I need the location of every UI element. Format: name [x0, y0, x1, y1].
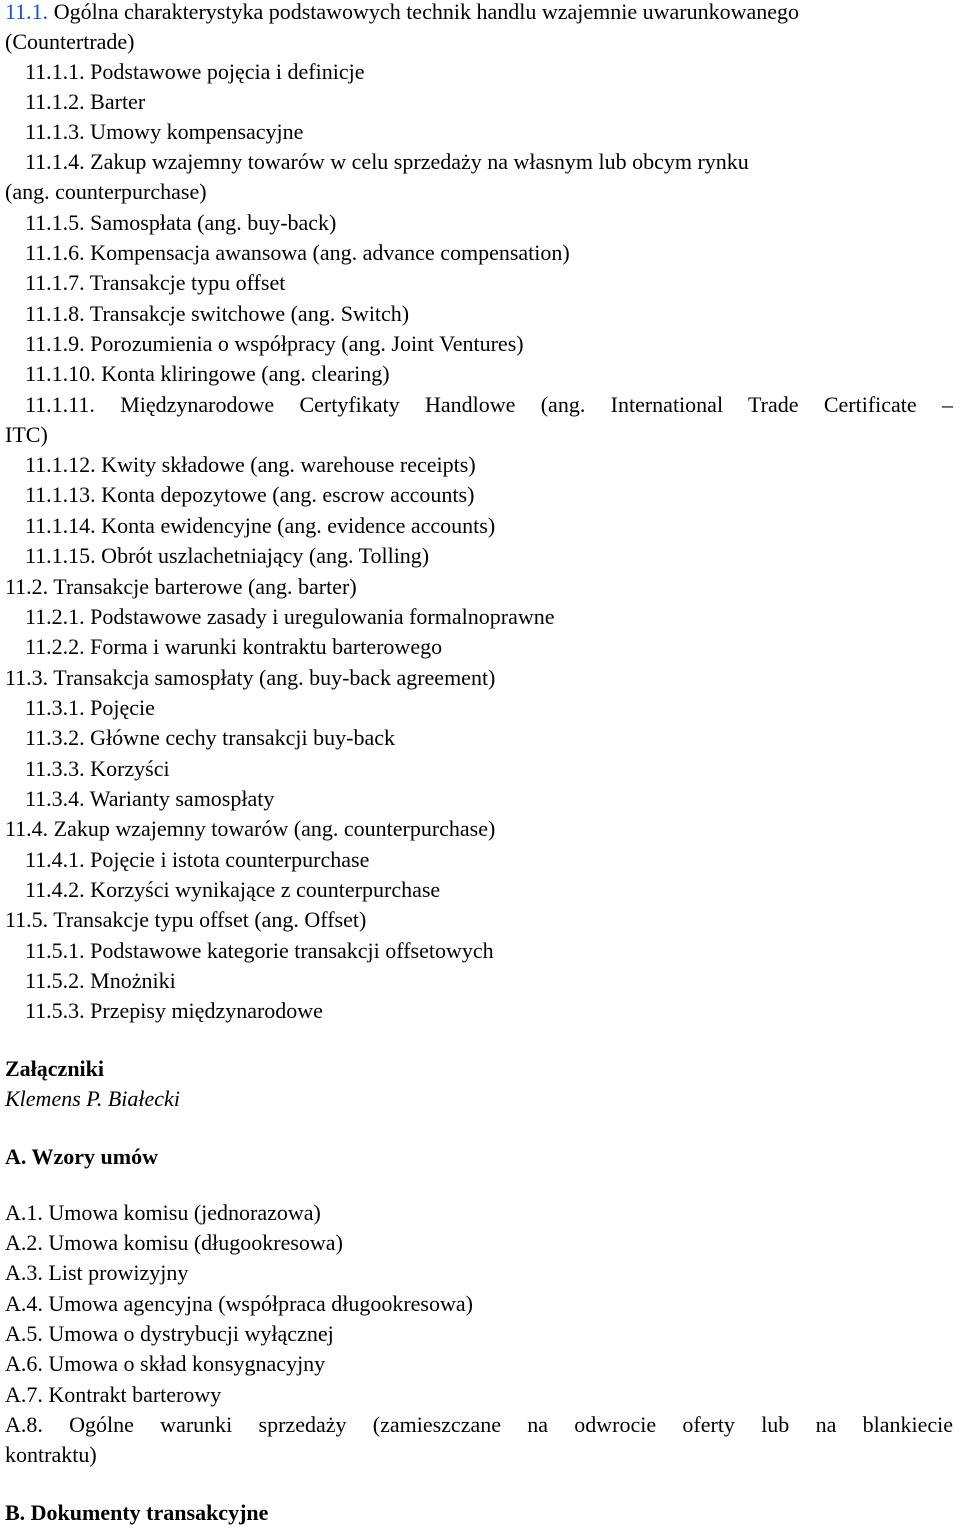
toc-section-11-2: 11.2. Transakcje barterowe (ang. barter)	[5, 574, 357, 599]
toc-item: 11.4.2. Korzyści wynikające z counterpurchase	[25, 877, 441, 902]
toc-item: 11.2.1. Podstawowe zasady i uregulowania formalnoprawne	[25, 604, 555, 629]
appendix-item: A.1. Umowa komisu (jednorazowa)	[5, 1200, 321, 1225]
toc-item: 11.1.1. Podstawowe pojęcia i definicje	[25, 59, 365, 84]
toc-section-11-4: 11.4. Zakup wzajemny towarów (ang. counterpurchase)	[5, 816, 496, 841]
appendix-item: A.3. List prowizyjny	[5, 1260, 189, 1285]
toc-item: 11.2.2. Forma i warunki kontraktu barterowego	[25, 634, 443, 659]
toc-section-11-5: 11.5. Transakcje typu offset (ang. Offset)	[5, 907, 367, 932]
toc-item: 11.3.2. Główne cechy transakcji buy-back	[25, 725, 396, 750]
toc-item-continuation: ITC)	[5, 422, 48, 447]
toc-item: 11.3.3. Korzyści	[25, 756, 170, 781]
appendix-item: A.6. Umowa o skład konsygnacyjny	[5, 1351, 326, 1376]
appendix-section-a-title: A. Wzory umów	[5, 1144, 158, 1169]
toc-item: 11.1.10. Konta kliringowe (ang. clearing)	[25, 361, 390, 386]
appendix-author: Klemens P. Białecki	[5, 1086, 180, 1111]
toc-item: 11.5.3. Przepisy międzynarodowe	[25, 998, 323, 1023]
toc-heading-11-1-number: 11.1.	[5, 0, 49, 24]
toc-item-continuation: (ang. counterpurchase)	[5, 179, 207, 204]
toc-item: 11.1.3. Umowy kompensacyjne	[25, 119, 304, 144]
appendix-item: A.5. Umowa o dystrybucji wyłącznej	[5, 1321, 334, 1346]
toc-section-11-3: 11.3. Transakcja samospłaty (ang. buy-back agreement)	[5, 665, 496, 690]
toc-item: 11.1.2. Barter	[25, 89, 146, 114]
appendix-item-continuation: kontraktu)	[5, 1442, 97, 1467]
appendix-section-b-title: B. Dokumenty transakcyjne	[5, 1500, 269, 1525]
toc-heading-11-1-title: Ogólna charakterystyka podstawowych technik handlu wzajemnie uwarunkowanego	[53, 0, 800, 24]
toc-item: 11.4.1. Pojęcie i istota counterpurchase	[25, 847, 370, 872]
toc-item: 11.1.5. Samospłata (ang. buy-back)	[25, 210, 337, 235]
toc-item: 11.1.13. Konta depozytowe (ang. escrow accounts)	[25, 482, 475, 507]
toc-item: 11.1.14. Konta ewidencyjne (ang. evidence accounts)	[25, 513, 496, 538]
appendix-title: Załączniki	[5, 1056, 105, 1081]
toc-item: 11.1.12. Kwity składowe (ang. warehouse receipts)	[25, 452, 476, 477]
toc-item: 11.1.15. Obrót uszlachetniający (ang. Tolling)	[25, 543, 430, 568]
appendix-item: A.4. Umowa agencyjna (współpraca długookresowa)	[5, 1291, 473, 1316]
toc-item: 11.1.7. Transakcje typu offset	[25, 270, 286, 295]
toc-item: 11.1.6. Kompensacja awansowa (ang. advance compensation)	[25, 240, 570, 265]
toc-item: 11.3.4. Warianty samospłaty	[25, 786, 275, 811]
toc-item: 11.1.8. Transakcje switchowe (ang. Switch)	[25, 301, 410, 326]
toc-item: 11.5.1. Podstawowe kategorie transakcji offsetowych	[25, 938, 494, 963]
toc-item: 11.5.2. Mnożniki	[25, 968, 176, 993]
toc-item: 11.3.1. Pojęcie	[25, 695, 155, 720]
appendix-item: A.2. Umowa komisu (długookresowa)	[5, 1230, 343, 1255]
toc-heading-11-1-continuation: (Countertrade)	[5, 29, 135, 54]
toc-item: 11.1.11. Międzynarodowe Certyfikaty Handlowe (ang. International Trade Certificate –	[25, 392, 953, 417]
appendix-item: A.8. Ogólne warunki sprzedaży (zamieszczane na odwrocie oferty lub na blankiecie	[5, 1412, 953, 1437]
toc-heading-11-1	[5, 0, 799, 25]
appendix-item: A.7. Kontrakt barterowy	[5, 1382, 222, 1407]
toc-item: 11.1.9. Porozumienia o współpracy (ang. Joint Ventures)	[25, 331, 524, 356]
toc-item: 11.1.4. Zakup wzajemny towarów w celu sprzedaży na własnym lub obcym rynku	[25, 149, 749, 174]
